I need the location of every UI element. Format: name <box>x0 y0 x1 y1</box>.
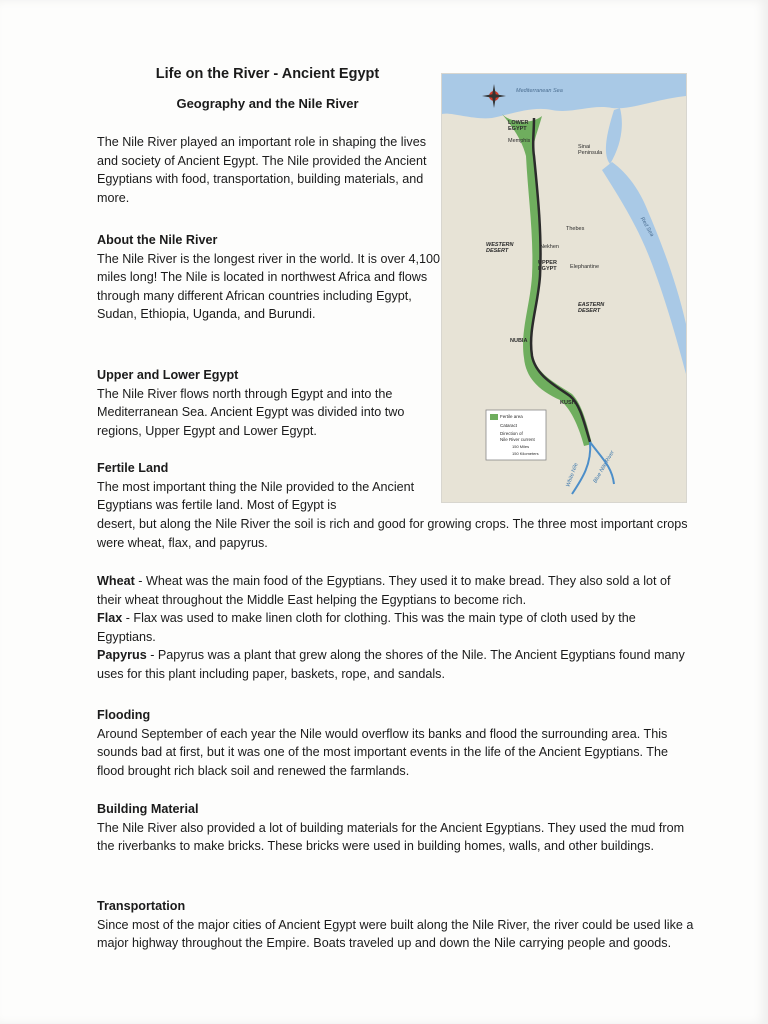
map-label-sea: Mediterranean Sea <box>516 88 563 94</box>
section-heading: Flooding <box>97 708 151 722</box>
map-label-elephantine: Elephantine <box>570 264 600 270</box>
section-text: Around September of each year the Nile would overflow its banks and flood the surrounding area. This sounds bad at first, but it was one of the most important events in the life of the Ancient Egyptians. The flood brought rich black soil and renewed the farmlands. <box>97 726 669 778</box>
map-label-text: Peninsula <box>578 150 603 156</box>
map-label-white-nile: White Nile <box>565 462 580 488</box>
crop-text: - Flax was used to make linen cloth for clothing. This was the main type of cloth used by the Egyptians. <box>97 611 636 644</box>
map-label-text: DESERT <box>486 248 509 254</box>
map-label-text: Sinai <box>578 144 591 150</box>
map-label-nekhen: Nekhen <box>540 244 559 250</box>
crop-text: - Papyrus was a plant that grew along the shores of the Nile. The Ancient Egyptians found many uses for this plant including paper, baskets, rope, and sandals. <box>97 648 685 681</box>
section-building <box>97 800 697 856</box>
section-text: The Nile River flows north through Egypt and into the Mediterranean Sea. Ancient Egypt was divided into two regions, Upper Egypt and Lower Egypt. <box>97 386 405 438</box>
map-label-lower-egypt <box>508 120 528 132</box>
map-label-text: EGYPT <box>508 126 527 132</box>
map-label-text: EASTERN <box>578 302 605 308</box>
legend-fertile-label: Fertile area <box>500 414 523 419</box>
crop-term: Flax <box>97 611 123 626</box>
crop-wheat <box>97 572 697 609</box>
section-heading: Transportation <box>97 899 186 913</box>
map-label-text: UPPER <box>538 260 557 266</box>
section-text: The most important thing the Nile provided to the Ancient Egyptians was fertile land. Most of Egypt is <box>97 479 415 513</box>
map-label-text: DESERT <box>578 308 601 314</box>
crop-term: Papyrus <box>97 648 147 663</box>
crop-text: - Wheat was the main food of the Egyptians. They used it to make bread. They also sold a lot of their wheat throughout the Middle East helping the Egyptians to become rich. <box>97 574 671 607</box>
nile-map <box>441 73 687 503</box>
section-text: Since most of the major cities of Ancient Egypt were built along the Nile River, the river could be used like a major highway throughout the Empire. Boats traveled up and down the Nile carrying people and goods. <box>97 917 694 951</box>
section-flooding <box>97 706 697 780</box>
section-fertile-continued: desert, but along the Nile River the soil is rich and good for growing crops. The three most important crops were wheat, flax, and papyrus. <box>97 517 688 550</box>
intro-paragraph: The Nile River played an important role in shaping the lives and society of Ancient Egypt. The Nile provided the Ancient Egyptians with food, transportation, building materials, and more. <box>97 135 427 205</box>
section-text: The Nile River is the longest river in the world. It is over 4,100 miles long! The Nile is located in northwest Africa and flows through many different African countries including Egypt, Sudan, Ethiopia, Uganda, and Burundi. <box>97 251 440 322</box>
section-heading: Building Material <box>97 802 199 816</box>
legend-cataract-label: Cataract <box>500 423 518 428</box>
map-label-red-sea: Red Sea <box>638 216 655 238</box>
map-label-kush: KUSH <box>560 400 576 406</box>
map-label-nubia: NUBIA <box>510 338 528 344</box>
section-text: The Nile River also provided a lot of building materials for the Ancient Egyptians. They used the mud from the riverbanks to make bricks. These bricks were used in building homes, walls, and other buildings. <box>97 820 685 854</box>
section-transport <box>97 897 697 953</box>
page-subtitle: Geography and the Nile River <box>176 96 359 111</box>
crop-term: Wheat <box>97 574 135 588</box>
page-title: Life on the River - Ancient Egypt <box>155 66 380 82</box>
legend-text: Direction of <box>500 431 523 436</box>
section-heading: Upper and Lower Egypt <box>97 368 239 382</box>
section-upper-lower <box>97 366 442 440</box>
crop-flax <box>97 609 697 646</box>
map-label-text: EGYPT <box>538 266 557 272</box>
map-label-thebes: Thebes <box>566 226 585 232</box>
section-heading: Fertile Land <box>97 461 169 475</box>
section-heading: About the Nile River <box>97 233 218 247</box>
crop-papyrus <box>97 646 697 683</box>
map-label-eastern-desert <box>578 302 604 314</box>
map-label-sinai <box>578 144 602 156</box>
legend-scale-km: 150 Kilometers <box>512 451 539 456</box>
section-about <box>97 231 442 324</box>
map-label-memphis: Memphis <box>508 138 531 144</box>
legend-direction-label <box>500 431 535 443</box>
map-label-western-desert <box>486 242 514 254</box>
map-label-upper-egypt <box>538 260 557 272</box>
map-label-blue-nile: Blue Nile River <box>592 449 616 485</box>
section-crops <box>97 572 697 684</box>
map-label-text: LOWER <box>508 120 529 126</box>
legend-text: Nile River current <box>500 437 535 442</box>
map-label-text: WESTERN <box>486 242 514 248</box>
section-fertile <box>97 459 442 515</box>
legend-scale-miles: 150 Miles <box>512 444 530 449</box>
